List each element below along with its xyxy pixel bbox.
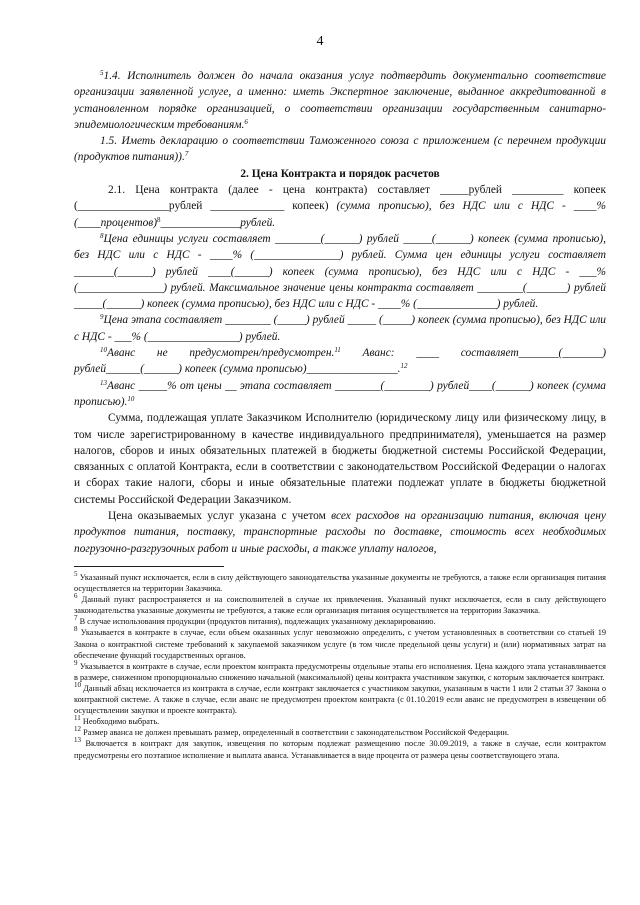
clause-text: Цена единицы услуги составляет ________(______) рублей _____(______) копеек (сумма прописью), без НДС или с НДС - ____% (_______________) рублей. Сумма цен единицы услуги составляет _______(______) рублей ____(______) копеек (сумма прописью), без НДС или с НДС - ___% (_______________) рублей. Максимальное значение цены контракта составляет ________(_______) рублей _____(______) копеек (сумма прописью), без НДС или с НДС - ____% (______________) рублей. [74, 232, 606, 311]
footnote-ref: 7 [184, 150, 189, 159]
footnote [74, 594, 606, 616]
clause-taxes: Сумма, подлежащая уплате Заказчиком Исполнителю (юридическому лицу или физическому лицу, в том числе зарегистрированному в качестве индивидуального предпринимателя), уменьшается на размер налогов, сборов и иных обязательных платежей в бюджеты бюджетной системы Российской Федерации, связанных с оплатой Контракта, если в соответствии с законодательством Российской Федерации о налогах и сборах такие налоги, сборы и иные обязательные платежи подлежат уплате в бюджеты бюджетной системы Российской Федерации Заказчиком. [74, 412, 606, 506]
footnotes [74, 572, 606, 761]
footnote-text: В случае использования продукции (продуктов питания), подлежащих указанному декларированию. [79, 617, 436, 627]
footnote-separator [74, 566, 224, 567]
footnote [74, 616, 606, 627]
footnote-ref: 11 [334, 346, 341, 355]
footnote-number: 12 [74, 725, 81, 734]
footnote-number: 10 [74, 680, 81, 689]
footnote-text: Включается в контракт для закупок, извещения по которым подлежат размещению после 30.09.2019, а также в случае, если контрактом предусмотрены его поэтапное исполнение и выплата аванса. Устанавливается в виде процента от размера цены соответствующего этапа. [74, 739, 606, 760]
footnote-number: 9 [74, 658, 78, 667]
clause-text-italic: (сумма прописью), без НДС или с НДС - ____% (____процентов) [74, 200, 606, 229]
page-number: 4 [316, 34, 324, 49]
clause-text: 1.5. Иметь декларацию о соответствии Таможенного союза с приложением (с перечнем продукции (продуктов питания)). [74, 135, 606, 164]
clause-text-italic: всех расходов на организацию питания, включая цену продуктов питания, поставку, транспортные расходы по доставке, стоимость всех необходимых погрузочно-разгрузочных работ и иные расходы, а также уплату налогов, [74, 510, 606, 555]
clause-price-includes [74, 508, 606, 557]
footnote-text: Указывается в контракте в случае, если проектом контракта предусмотрены отдельные этапы его исполнения. Цена каждого этапа устанавливается в размере, сниженном пропорционально снижению начальной (максимальной) цены контракта участником закупки, с которым заключается контракт. [74, 661, 606, 682]
clause-text: 1.4. Исполнитель должен до начала оказания услуг подтвердить документально соответствие организации заявленной услуге, а именно: иметь Экспертное заключение, выданное аккредитованной в установленном порядке организацией, о соответствии организации государственным санитарно-эпидемиологическим требованиям. [74, 70, 606, 131]
footnote-ref: 8 [100, 231, 104, 240]
footnote-text: Размер аванса не должен превышать размер, определенный в соответствии с законодательством Российской Федерации. [83, 728, 509, 738]
footnote-number: 5 [74, 570, 78, 578]
footnote-number: 11 [74, 714, 81, 723]
clause-advance-stage [74, 378, 606, 411]
clause-text: 2.1. Цена контракта (далее - цена контракта) составляет _____рублей _________ копеек (________________рублей _____________ копеек) [74, 184, 606, 213]
footnote-text: Указанный пункт исключается, если в силу действующего законодательства указанные документы не требуются, а также если организация питания осуществляется на территории Заказчика. [74, 573, 606, 594]
footnote-ref: 10 [100, 346, 107, 355]
footnote-ref: 8 [157, 215, 161, 224]
section-heading: 2. Цена Контракта и порядок расчетов [240, 167, 440, 180]
footnote-ref: 13 [100, 378, 107, 387]
footnote [74, 627, 606, 660]
footnote-number: 13 [74, 736, 81, 745]
footnote [74, 727, 606, 738]
footnote [74, 680, 606, 716]
footnote [74, 658, 606, 683]
document-body [74, 68, 606, 557]
clause-unit-price [74, 231, 606, 312]
footnote-text: Необходимо выбрать. [82, 717, 160, 727]
footnote-number: 7 [74, 614, 78, 623]
clause-advance [74, 345, 606, 378]
clause-text-italic: ______________рублей. [160, 216, 276, 229]
footnote-number: 8 [74, 625, 78, 634]
clause-2-1 [74, 182, 606, 231]
clause-1-4 [74, 68, 606, 133]
footnote-text: Данный пункт распространяется и на соисполнителей в случае их привлечения. Указанный пункт исключается, если в силу действующего законодательства указанные документы не требуются, а также если организация питания осуществляется на территории Заказчика. [74, 595, 606, 616]
footnote [74, 716, 606, 727]
clause-1-5 [74, 133, 606, 166]
footnote-text: Указывается в контракте в случае, если объем оказанных услуг невозможно определить, с учетом установленных в соответствии со статьей 19 Закона о контрактной системе требований к закупаемой заказчиком услуге (в том числе предельной цены услуги) и (или) нормативных затрат на обеспечение функций государственных органов. [74, 628, 606, 660]
clause-text: Цена оказываемых услуг указана с учетом [108, 510, 332, 523]
clause-stage-price [74, 312, 606, 345]
clause-text: Аванс: ____ составляет_______(_______) рублей______(______) копеек (сумма прописью)________________. [74, 347, 606, 376]
footnote-ref: 5 [100, 69, 104, 77]
footnote-ref: 12 [400, 362, 408, 371]
clause-text: Аванс не предусмотрен/предусмотрен. [107, 347, 335, 360]
footnote-number: 6 [74, 592, 78, 601]
footnote-ref: 9 [100, 313, 104, 322]
footnote-ref: 6 [244, 117, 248, 126]
footnote-text: Данный абзац исключается из контракта в случае, если контракт заключается с участником закупки, указанным в части 1 или 2 статьи 37 Закона о контрактной системе. А также в случае, если аванс не предусмотрен проектом контракта (с 01.10.2019 если аванс не предусмотрен в извещении об осуществлении закупки и проекте контракта). [74, 683, 606, 716]
clause-text: Цена этапа составляет ________ (_____) рублей _____ (_____) копеек (сумма прописью), без НДС или с НДС - ___% (________________) рублей. [74, 314, 606, 343]
clause-text: Аванс _____% от цены __ этапа составляет ________(________) рублей____(______) копеек (сумма прописью). [74, 379, 606, 408]
footnote [74, 572, 606, 594]
footnote [74, 738, 606, 760]
footnote-ref: 10 [127, 394, 135, 403]
